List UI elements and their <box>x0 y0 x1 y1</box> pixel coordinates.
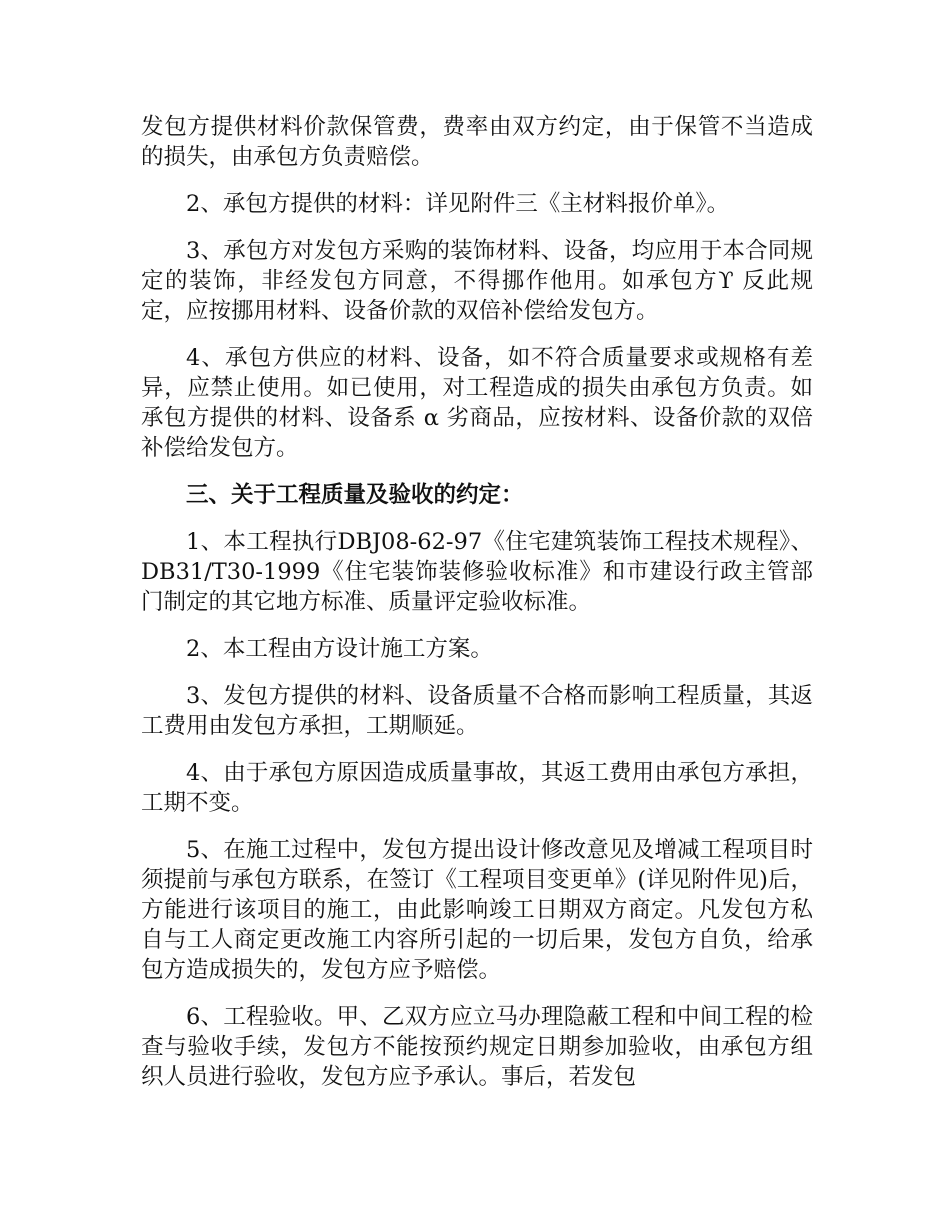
paragraph-item-3-materials-use: 3、承包方对发包方采购的装饰材料、设备，均应用于本合同规定的装饰，非经发包方同意，不得挪作他用。如承包方ϒ 反此规定，应按挪用材料、设备价款的双倍补偿给发包方。 <box>141 238 813 324</box>
paragraph-item-4-materials-quality: 4、承包方供应的材料、设备，如不符合质量要求或规格有差异，应禁止使用。如已使用，对工程造成的损失由承包方负责。如承包方提供的材料、设备系 α 劣商品，应按材料、设备价款的双倍补偿给发包方。 <box>141 345 813 461</box>
paragraph-quality-item-6: 6、工程验收。甲、乙双方应立马办理隐蔽工程和中间工程的检查与验收手续，发包方不能按预约规定日期参加验收，由承包方组织人员进行验收，发包方应予承认。事后，若发包 <box>141 1004 813 1090</box>
paragraph-quality-item-5: 5、在施工过程中，发包方提出设计修改意见及增减工程项目时须提前与承包方联系，在签订《工程项目变更单》(详见附件见)后，方能进行该项目的施工，由此影响竣工日期双方商定。凡发包方私自与工人商定更改施工内容所引起的一切后果，发包方自负，给承包方造成损失的，发包方应予赔偿。 <box>141 837 813 983</box>
paragraph-quality-item-4: 4、由于承包方原因造成质量事故，其返工费用由承包方承担，工期不变。 <box>141 760 813 816</box>
paragraph-quality-item-2: 2、本工程由方设计施工方案。 <box>186 636 493 662</box>
section-heading-quality-acceptance: 三、关于工程质量及验收的约定： <box>186 482 524 508</box>
paragraph-item-2-materials: 2、承包方提供的材料：详见附件三《主材料报价单》。 <box>186 191 730 217</box>
paragraph-quality-item-1: 1、本工程执行DBJ08-62-97《住宅建筑装饰工程技术规程》、DB31/T30-1999《住宅装饰装修验收标准》和市建设行政主管部门制定的其它地方标准、质量评定验收标准。 <box>141 529 813 615</box>
document-page <box>141 112 813 1109</box>
paragraph-quality-item-3: 3、发包方提供的材料、设备质量不合格而影响工程质量，其返工费用由发包方承担，工期顺延。 <box>141 683 813 739</box>
paragraph-storage-fee: 发包方提供材料价款保管费，费率由双方约定，由于保管不当造成的损失，由承包方负责赔偿。 <box>141 114 813 170</box>
